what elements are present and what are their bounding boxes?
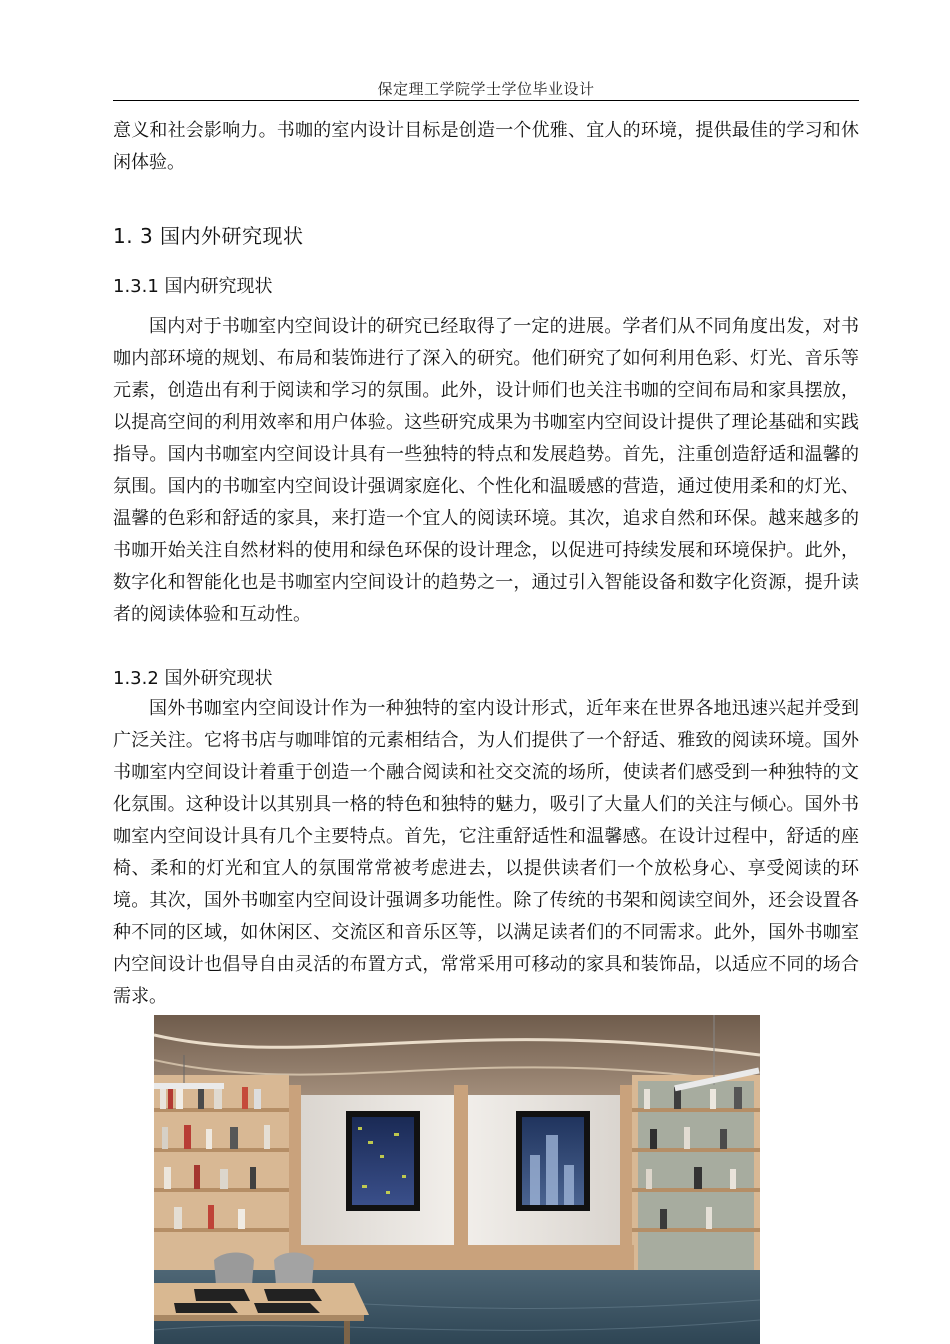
wood-pillar-right [620,1085,632,1255]
chair-back-1 [214,1253,254,1286]
section-heading-1-3-2: 1.3.2 国外研究现状 [113,668,273,689]
running-header: 保定理工学院学士学位毕业设计 [377,80,595,98]
paragraph-foreign-research: 国外书咖室内空间设计作为一种独特的室内设计形式，近年来在世界各地迅速兴起并受到广泛关注。它将书店与咖啡馆的元素相结合，为人们提供了一个舒适、雅致的阅读环境。国外书咖室内空间设计着重于创造一个融合阅读和社交交流的场所，使读者们感受到一种独特的文化氛围。这种设计以其别具一格的特色和独特的魅力，吸引了大量人们的关注与倾心。国外书咖室内空间设计具有几个主要特点。首先，它注重舒适性和温馨感。在设计过程中，舒适的座椅、柔和的灯光和宜人的氛围常常被考虑进去，以提供读者们一个放松身心、享受阅读的环境。其次，国外书咖室内空间设计强调多功能性。除了传统的书架和阅读空间外，还会设置各种不同的区域，如休闲区、交流区和音乐区等，以满足读者们的不同需求。此外，国外书咖室内空间设计也倡导自由灵活的布置方式，常常采用可移动的家具和装饰品，以适应不同的场合需求。 [113,698,859,1007]
window-view-left [352,1117,414,1205]
section-heading-1-3-1: 1.3.1 国内研究现状 [113,276,273,297]
bookcafe-interior-image [154,1015,760,1344]
chair-back-2 [274,1253,314,1286]
pendant-light-left [154,1083,224,1089]
header-rule [113,100,859,101]
wood-pillar-left [289,1085,301,1255]
intro-paragraph: 意义和社会影响力。书咖的室内设计目标是创造一个优雅、宜人的环境，提供最佳的学习和休闲体验。 [113,120,859,173]
bookcafe-interior-illustration [154,1015,760,1344]
paragraph-domestic-research: 国内对于书咖室内空间设计的研究已经取得了一定的进展。学者们从不同角度出发，对书咖内部环境的规划、布局和装饰进行了深入的研究。他们研究了如何利用色彩、灯光、音乐等元素，创造出有利于阅读和学习的氛围。此外，设计师们也关注书咖的空间布局和家具摆放，以提高空间的利用效率和用户体验。这些研究成果为书咖室内空间设计提供了理论基础和实践指导。国内书咖室内空间设计具有一些独特的特点和发展趋势。首先，注重创造舒适和温馨的氛围。国内的书咖室内空间设计强调家庭化、个性化和温暖感的营造，通过使用柔和的灯光、温馨的色彩和舒适的家具，来打造一个宜人的阅读环境。其次，追求自然和环保。越来越多的书咖开始关注自然材料的使用和绿色环保的设计理念，以促进可持续发展和环境保护。此外，数字化和智能化也是书咖室内空间设计的趋势之一，通过引入智能设备和数字化资源，提升读者的阅读体验和互动性。 [113,316,859,625]
section-heading-1-3: 1. 3 国内外研究现状 [113,224,304,248]
wood-pillar-center [454,1085,468,1255]
